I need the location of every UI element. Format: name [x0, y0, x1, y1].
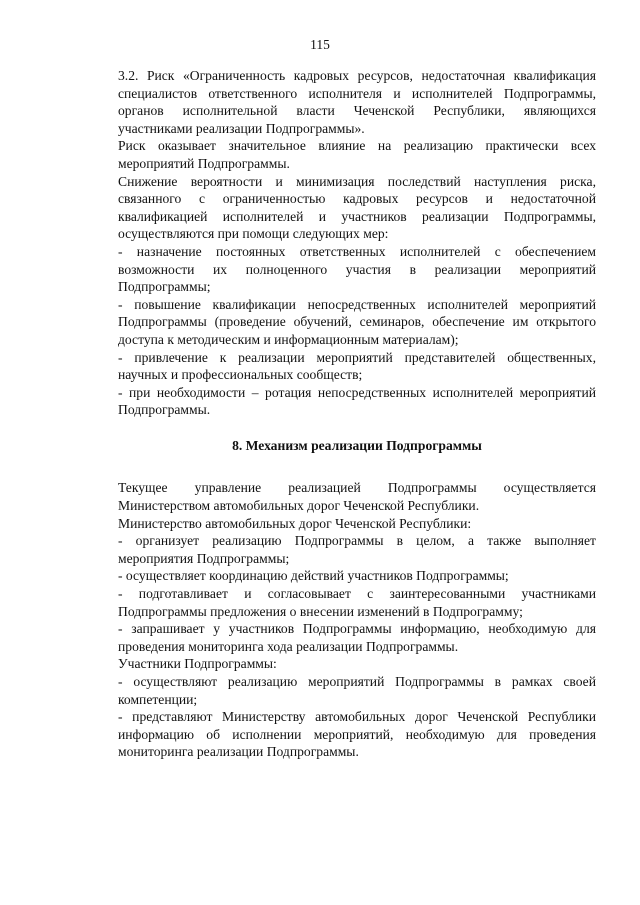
measure-item: - назначение постоянных ответственных исполнителей с обеспечением возможности их полноценного участия в реализации мероприятий Подпрограммы; — [118, 243, 596, 295]
current-management: Текущее управление реализацией Подпрограммы осуществляется Министерством автомобильных дорог Чеченской Республики. — [118, 480, 596, 514]
ministry-duty-item: - подготавливает и согласовывает с заинтересованными участниками Подпрограммы предложения о внесении изменений в Подпрограмму; — [118, 586, 596, 619]
participant-duty-item: - представляют Министерству автомобильных дорог Чеченской Республики информацию об исполнении мероприятий, необходимую для проведения мониторинга реализации Подпрограммы. — [118, 709, 596, 760]
measure-item: - привлечение к реализации мероприятий представителей общественных, научных и профессиональных сообществ; — [118, 349, 596, 383]
mitigation-intro: Снижение вероятности и минимизация последствий наступления риска, связанного с ограниченностью кадровых ресурсов и недостаточной квалификацией исполнителей и участников реализации Подпрограммы, осуществляются при помощи следующих мер: — [118, 173, 596, 242]
page-content — [118, 67, 596, 761]
risk-title: 3.2. Риск «Ограниченность кадровых ресурсов, недостаточная квалификация специалистов ответственного исполнителя и исполнителей Подпрограммы, органов исполнительной власти Чеченской Республики, являющихся участниками реализации Подпрограммы». — [118, 68, 596, 136]
section-heading: 8. Механизм реализации Подпрограммы — [232, 437, 482, 453]
measure-item: - повышение квалификации непосредственных исполнителей мероприятий Подпрограммы (проведение обучений, семинаров, обеспечение им открытого доступа к методическим и информационным материалам); — [118, 296, 596, 347]
ministry-duty-item: - запрашивает у участников Подпрограммы информацию, необходимую для проведения мониторинга хода реализации Подпрограммы. — [118, 621, 596, 654]
measure-item: - при необходимости – ротация непосредственных исполнителей мероприятий Подпрограммы. — [118, 384, 596, 418]
ministry-intro: Министерство автомобильных дорог Чеченской Республики: — [118, 515, 472, 531]
risk-influence: Риск оказывает значительное влияние на реализацию практически всех мероприятий Подпрограммы. — [118, 138, 596, 171]
page-number: 115 — [310, 37, 330, 52]
ministry-duty-item: - осуществляет координацию действий участников Подпрограммы; — [118, 568, 509, 584]
ministry-duty-item: - организует реализацию Подпрограммы в целом, а также выполняет мероприятия Подпрограммы; — [118, 533, 596, 566]
participant-duty-item: - осуществляют реализацию мероприятий Подпрограммы в рамках своей компетенции; — [118, 674, 596, 707]
participants-intro: Участники Подпрограммы: — [118, 656, 277, 672]
